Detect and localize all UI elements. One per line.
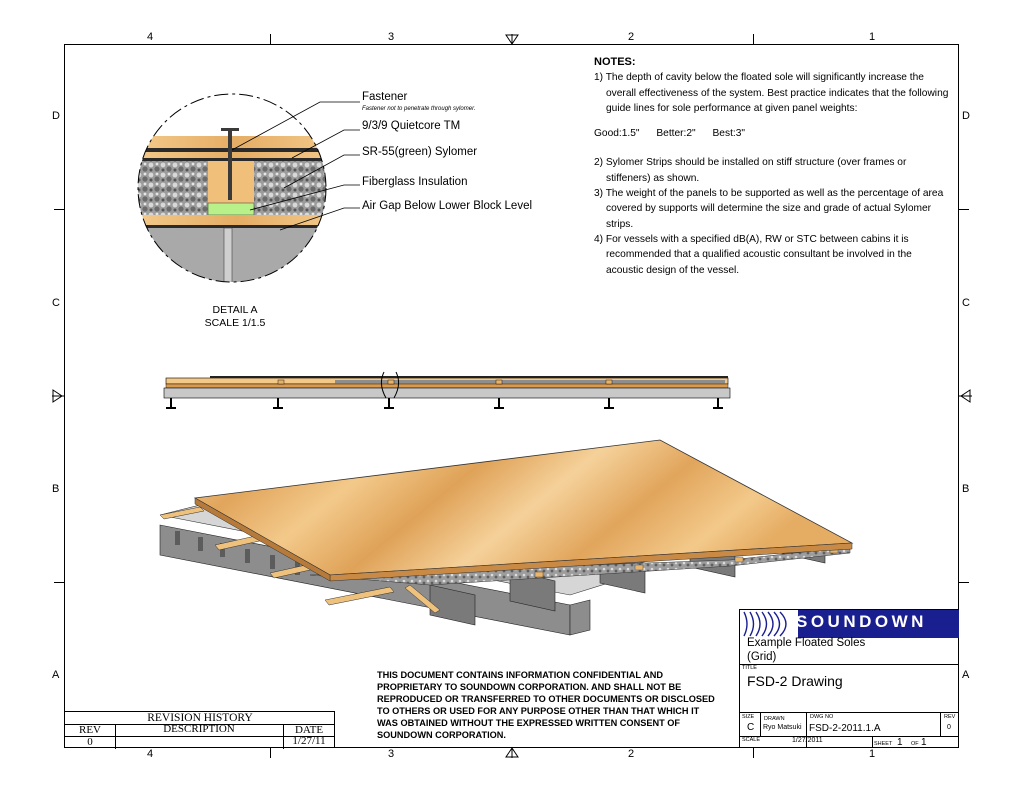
sheet-value: 1 <box>897 737 903 748</box>
company-name: SOUNDOWN <box>796 612 927 631</box>
callout-fastener-note: Fastener not to penetrate through sylomer. <box>362 106 476 112</box>
zone-col-bottom-3: 3 <box>388 748 395 760</box>
detail-a-label <box>180 304 290 330</box>
of-label: OF <box>911 741 919 747</box>
size-label: SIZE <box>742 714 755 720</box>
revision-history-table <box>64 711 335 748</box>
detail-title: DETAIL A <box>212 304 258 316</box>
rev-header-rev: REV <box>79 724 101 736</box>
title-block <box>739 609 959 748</box>
zone-col-bottom-4: 4 <box>147 748 154 760</box>
callout-quietcore: 9/3/9 Quietcore TM <box>362 120 461 132</box>
revision-history-title: REVISION HISTORY <box>147 712 253 724</box>
sheet-label: SHEET <box>874 741 893 747</box>
note-item-4: 4) For vessels with a specified dB(A), RW or STC between cabins it is recommended that a qualified acoustic consultant be involved in the acoustic design of the vessel. <box>594 233 912 276</box>
drawn-label: DRAWN <box>764 716 785 722</box>
dwg-no-label: DWG NO <box>810 714 834 720</box>
notes-heading: NOTES: <box>594 56 636 68</box>
zone-row-left-b: B <box>52 483 60 495</box>
zone-row-right-a: A <box>962 669 970 681</box>
scale-label: SCALE <box>742 737 761 743</box>
grade-best: Best:3" <box>712 128 746 140</box>
zone-row-left-d: D <box>52 110 60 122</box>
rev-cell-date: 1/27/11 <box>292 735 326 747</box>
zone-tick <box>54 209 64 210</box>
zone-col-bottom-2: 2 <box>628 748 635 760</box>
confidential-notice: THIS DOCUMENT CONTAINS INFORMATION CONFIDENTIAL AND PROPRIETARY TO SOUNDOWN CORPORATION. AND SHALL NOT BE REPRODUCED OR TRANSFERRED TO OTHER DOCUMENTS OR DISCLOSED TO OTHERS OR USED FOR ANY PURPOSE OTHER THAN THAT WHICH IT WAS OBTAINED WITHOUT THE EXPRESSED WRITTEN CONSENT OF SOUNDOWN CORPORATION. <box>377 670 715 740</box>
zone-row-left-c: C <box>52 297 60 309</box>
grade-good: Good:1.5" <box>594 128 640 140</box>
zone-row-right-c: C <box>962 297 970 309</box>
tb-divider <box>740 664 959 665</box>
detail-scale: SCALE 1/1.5 <box>204 317 266 329</box>
note-item-2: 2) Sylomer Strips should be installed on stiff structure (over frames or stiffeners) as shown. <box>594 157 907 184</box>
zone-tick <box>959 582 969 583</box>
callout-leaders <box>220 90 370 240</box>
zone-col-top-4: 4 <box>147 31 154 43</box>
rev-cell-rev: 0 <box>87 736 93 748</box>
tb-divider <box>740 712 959 713</box>
company-logo <box>740 610 959 638</box>
zone-row-left-a: A <box>52 669 60 681</box>
zone-tick <box>959 209 969 210</box>
zone-col-top-3: 3 <box>388 31 395 43</box>
rev-header-date: DATE <box>294 724 324 736</box>
callout-air-gap: Air Gap Below Lower Block Level <box>362 200 533 212</box>
rev-header-description: DESCRIPTION <box>163 723 235 735</box>
notes-block <box>594 55 949 278</box>
tb-divider <box>760 712 761 736</box>
grade-better: Better:2" <box>656 128 696 140</box>
zone-tick <box>753 34 754 44</box>
zone-col-top-2: 2 <box>628 31 635 43</box>
size-value: C <box>747 722 755 733</box>
description-line-2: (Grid) <box>747 651 777 663</box>
description-line-1: Example Floated Soles <box>747 637 866 649</box>
zone-row-right-d: D <box>962 110 970 122</box>
date-value: 1/27/2011 <box>792 737 823 744</box>
rev-value: 0 <box>947 724 951 731</box>
rev-label: REV <box>944 714 956 720</box>
center-arrow-bottom-icon <box>505 746 519 758</box>
zone-col-top-1: 1 <box>869 31 876 43</box>
tb-divider <box>940 712 941 736</box>
drawing-title: FSD-2 Drawing <box>747 673 843 689</box>
callout-fastener: Fastener <box>362 91 408 103</box>
zone-tick <box>54 582 64 583</box>
zone-tick <box>270 748 271 758</box>
center-arrow-left-icon <box>52 389 64 403</box>
center-arrow-top-icon <box>505 34 519 46</box>
zone-row-right-b: B <box>962 483 970 495</box>
center-arrow-right-icon <box>958 389 972 403</box>
section-view-drawing <box>160 370 735 415</box>
note-item-3: 3) The weight of the panels to be supported as well as the percentage of area covered by supports will determine the size and grade of actual Sylomer strips. <box>594 188 944 230</box>
soundwave-icon <box>740 610 798 638</box>
callout-fiberglass: Fiberglass Insulation <box>362 176 468 188</box>
callout-sylomer: SR-55(green) Sylomer <box>362 146 478 158</box>
zone-tick <box>270 34 271 44</box>
of-value: 1 <box>921 737 927 748</box>
zone-tick <box>753 748 754 758</box>
title-label: TITLE <box>742 665 757 671</box>
dwg-no-value: FSD-2-2011.1.A <box>809 723 881 734</box>
zone-col-bottom-1: 1 <box>869 748 876 760</box>
drawn-by: Ryo Matsuki <box>763 724 802 731</box>
tb-divider <box>872 736 873 748</box>
note-grades <box>594 126 949 141</box>
note-item-1: 1) The depth of cavity below the floated sole will significantly increase the overall effectiveness of the system. Best practice indicates that the following guide lines for sole performance at given panel weights: <box>594 72 949 114</box>
